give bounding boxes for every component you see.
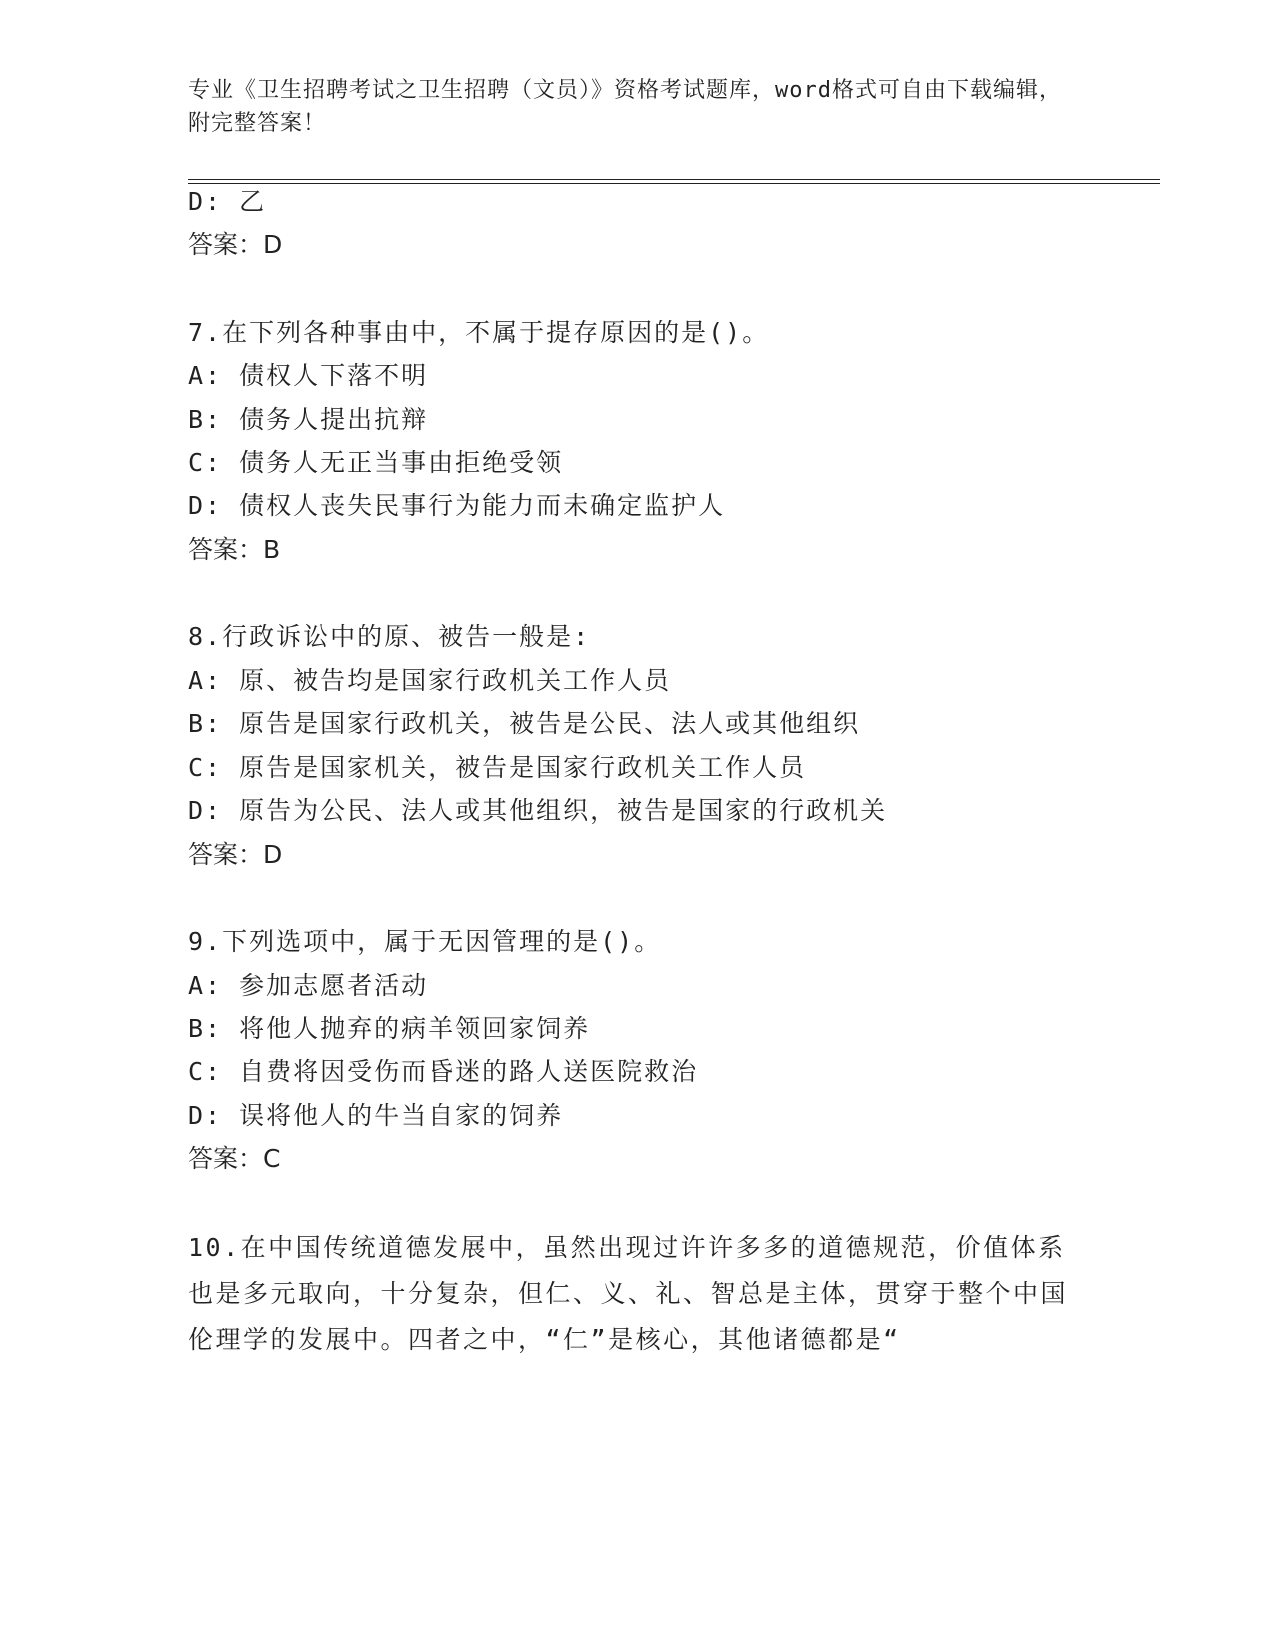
document-header: 专业《卫生招聘考试之卫生招聘（文员）》资格考试题库，word格式可自由下载编辑，附完整答案！ <box>188 78 1062 136</box>
option-b: B: 将他人抛弃的病羊领回家饲养 <box>188 1014 591 1043</box>
option-b: B: 原告是国家行政机关，被告是公民、法人或其他组织 <box>188 709 861 738</box>
option-d: D: 误将他人的牛当自家的饲养 <box>188 1101 564 1130</box>
answer-text: 答案：B <box>188 535 281 564</box>
answer-text: 答案：C <box>188 1144 281 1173</box>
question-10-stem: 10.在中国传统道德发展中，虽然出现过许许多多的道德规范，价值体系也是多元取向，十分复杂，但仁、义、礼、智总是主体，贯穿于整个中国伦理学的发展中。四者之中，“仁”是核心，其他诸德都是“ <box>188 1233 1069 1354</box>
answer-text: 答案：D <box>188 230 283 259</box>
option-c: C: 原告是国家机关，被告是国家行政机关工作人员 <box>188 753 807 782</box>
option-d: D: 乙 <box>188 187 267 216</box>
option-d: D: 债权人丧失民事行为能力而未确定监护人 <box>188 491 726 520</box>
header-divider-bottom <box>188 183 1160 184</box>
option-d: D: 原告为公民、法人或其他组织，被告是国家的行政机关 <box>188 796 888 825</box>
option-a: A: 债权人下落不明 <box>188 361 429 390</box>
question-stem: 7.在下列各种事由中，不属于提存原因的是()。 <box>188 318 770 347</box>
option-c: C: 债务人无正当事由拒绝受领 <box>188 448 564 477</box>
answer-text: 答案：D <box>188 840 283 869</box>
question-stem: 9.下列选项中，属于无因管理的是()。 <box>188 927 662 956</box>
option-c: C: 自费将因受伤而昏迷的路人送医院救治 <box>188 1057 699 1086</box>
question-stem: 8.行政诉讼中的原、被告一般是: <box>188 622 591 651</box>
option-b: B: 债务人提出抗辩 <box>188 405 429 434</box>
option-a: A: 原、被告均是国家行政机关工作人员 <box>188 666 672 695</box>
option-a: A: 参加志愿者活动 <box>188 971 429 1000</box>
header-divider-top <box>188 179 1160 180</box>
